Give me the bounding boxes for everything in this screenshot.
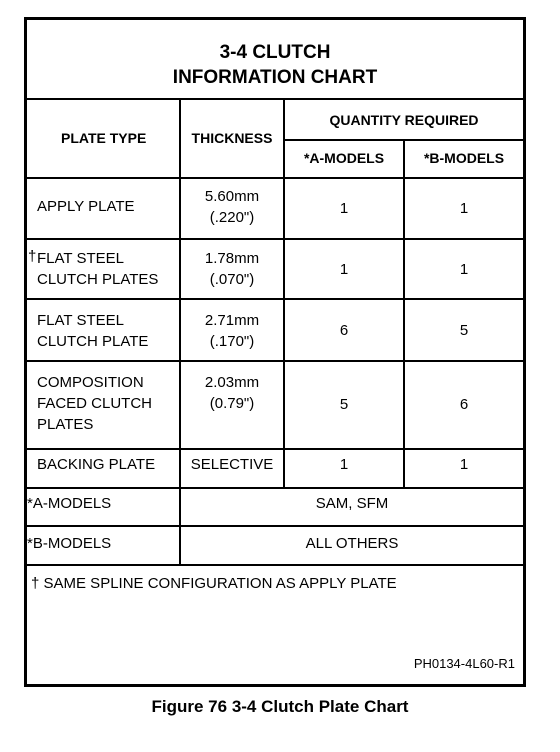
note-a-models-value: SAM, SFM — [315, 495, 389, 512]
row-5-thickness: SELECTIVE — [190, 456, 274, 473]
row-4-a-qty: 5 — [339, 396, 349, 413]
rule-row-2 — [27, 298, 523, 300]
note-b-models-value: ALL OTHERS — [305, 535, 399, 552]
row-1-plate-type: APPLY PLATE — [37, 198, 135, 215]
rule-below-header — [27, 177, 523, 179]
rule-row-3 — [27, 360, 523, 362]
rule-note-2 — [27, 564, 523, 566]
row-4-b-qty: 6 — [459, 396, 469, 413]
rule-row-4 — [27, 448, 523, 450]
header-plate-type: PLATE TYPE — [61, 130, 147, 146]
row-1-b-qty: 1 — [459, 200, 469, 217]
note-b-models-label: *B-MODELS — [27, 535, 112, 552]
row-2-plate-type: FLAT STEEL CLUTCH PLATES — [37, 250, 159, 288]
rule-row-1 — [27, 238, 523, 240]
rule-row-5 — [27, 487, 523, 489]
header-thickness: THICKNESS — [191, 130, 273, 146]
rule-col-a-models — [403, 139, 405, 489]
clutch-chart-frame — [24, 17, 526, 687]
row-5-a-qty: 1 — [339, 456, 349, 473]
rule-note-1 — [27, 525, 523, 527]
figure-caption: Figure 76 3-4 Clutch Plate Chart — [151, 697, 409, 716]
figure-code: PH0134-4L60-R1 — [413, 656, 515, 671]
row-3-thickness: 2.71mm (.170") — [204, 312, 260, 350]
chart-title: 3-4 CLUTCH INFORMATION CHART — [172, 42, 378, 88]
header-a-models: *A-MODELS — [303, 150, 385, 166]
row-3-b-qty: 5 — [459, 322, 469, 339]
row-2-thickness: 1.78mm (.070") — [204, 250, 260, 288]
note-a-models-label: *A-MODELS — [27, 495, 112, 512]
row-1-a-qty: 1 — [339, 200, 349, 217]
footnote-spline: † SAME SPLINE CONFIGURATION AS APPLY PLATE — [31, 575, 397, 592]
row-2-dagger-marker: † — [28, 248, 37, 265]
row-5-plate-type: BACKING PLATE — [37, 456, 156, 473]
rule-below-title — [27, 98, 523, 100]
row-2-a-qty: 1 — [339, 261, 349, 278]
header-quantity-required: QUANTITY REQUIRED — [329, 112, 479, 128]
row-4-thickness: 2.03mm (0.79") — [204, 374, 260, 412]
row-1-thickness: 5.60mm (.220") — [204, 188, 260, 226]
header-b-models: *B-MODELS — [423, 150, 505, 166]
row-3-plate-type: FLAT STEEL CLUTCH PLATE — [37, 312, 149, 350]
row-3-a-qty: 6 — [339, 322, 349, 339]
row-4-plate-type: COMPOSITION FACED CLUTCH PLATES — [37, 374, 153, 433]
row-5-b-qty: 1 — [459, 456, 469, 473]
row-2-b-qty: 1 — [459, 261, 469, 278]
